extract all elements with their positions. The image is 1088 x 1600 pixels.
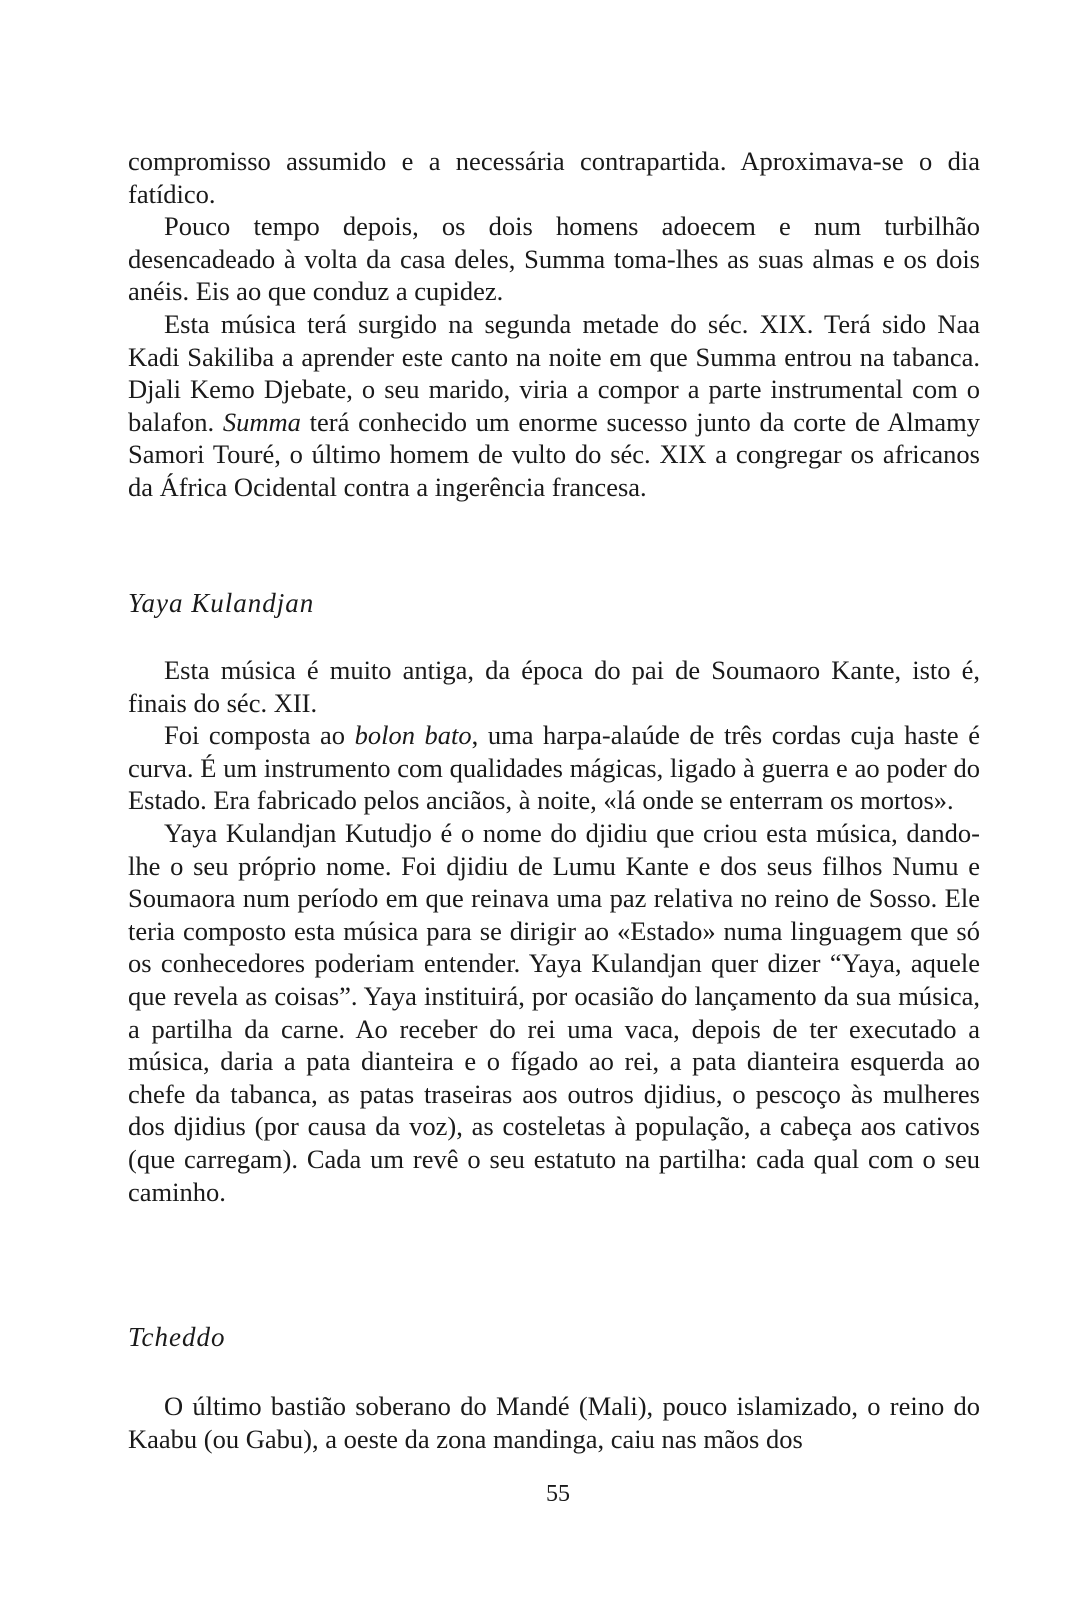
- tcheddo-text-block: [128, 1390, 980, 1455]
- paragraph-pouco-tempo: Pouco tempo depois, os dois homens adoecem e num turbilhão desencadeado à volta da casa deles, Summa toma-lhes as suas almas e os dois anéis. Eis ao que conduz a cupidez.: [128, 211, 980, 307]
- italic-title-summa: Summa: [222, 406, 301, 437]
- paragraph-continuation: compromisso assumido e a necessária contrapartida. Aproximava-se o dia fatídico.: [128, 146, 980, 209]
- italic-term-bolon-bato: bolon bato: [354, 720, 472, 751]
- paragraph-yaya-kutudjo: Yaya Kulandjan Kutudjo é o nome do djidiu que criou esta música, dando-lhe o seu próprio nome. Foi djidiu de Lumu Kante e dos seus filhos Numu e Soumaora num período em que reinava uma paz relativa no reino de Sosso. Ele teria composto esta música para se dirigir ao «Estado» numa linguagem que só os conhecedores poderiam entender. Yaya Kulandjan quer dizer “Yaya, aquele que revela as coisas”. Yaya instituirá, por ocasião do lançamento da sua música, a partilha da carne. Ao receber do rei uma vaca, depois de ter executado a música, daria a pata dianteira e o fígado ao rei, a pata dianteira esquerda ao chefe da tabanca, as patas traseiras aos outros djidius, o pescoço às mulheres dos djidius (por causa da voz), as costeletas à população, a cabeça aos cativos (que carregam). Cada um revê o seu estatuto na partilha: cada qual com o seu caminho.: [128, 817, 980, 1207]
- paragraph-bolon-bato: [128, 719, 980, 817]
- paragraph-esta-musica-summa: [128, 308, 980, 504]
- paragraph-text: , uma harpa-alaúde de três cordas cuja haste é curva. É um instrumento com qualidades mágicas, ligado à guerra e ao poder do Estado. Era fabricado pelos anciãos, à noite, «lá onde se enterram os mortos».: [128, 720, 980, 816]
- paragraph-kaabu: O último bastião soberano do Mandé (Mali), pouco islamizado, o reino do Kaabu (ou Gabu), a oeste da zona mandinga, caiu nas mãos dos: [128, 1391, 980, 1454]
- paragraph-text: Foi composta ao: [164, 720, 355, 751]
- paragraph-yaya-origin: Esta música é muito antiga, da época do pai de Soumaoro Kante, isto é, finais do séc. XII.: [128, 655, 980, 718]
- yaya-kulandjan-text-block: [128, 654, 980, 1208]
- section-heading-yaya-kulandjan: Yaya Kulandjan: [128, 588, 315, 618]
- page-number: 55: [546, 1481, 570, 1507]
- paragraph-text: Esta música terá surgido na segunda metade do séc. XIX. Terá sido Naa Kadi Sakiliba a aprender este canto na noite em que Summa entrou na tabanca. Djali Kemo Djebate, o seu marido, viria a compor a parte instrumental com o balafon.: [128, 308, 980, 437]
- opening-text-block: [128, 145, 980, 504]
- section-heading-tcheddo: Tcheddo: [128, 1322, 226, 1352]
- paragraph-text: terá conhecido um enorme sucesso junto da corte de Almamy Samori Touré, o último homem de vulto do séc. XIX a congregar os africanos da África Ocidental contra a ingerência francesa.: [128, 406, 980, 502]
